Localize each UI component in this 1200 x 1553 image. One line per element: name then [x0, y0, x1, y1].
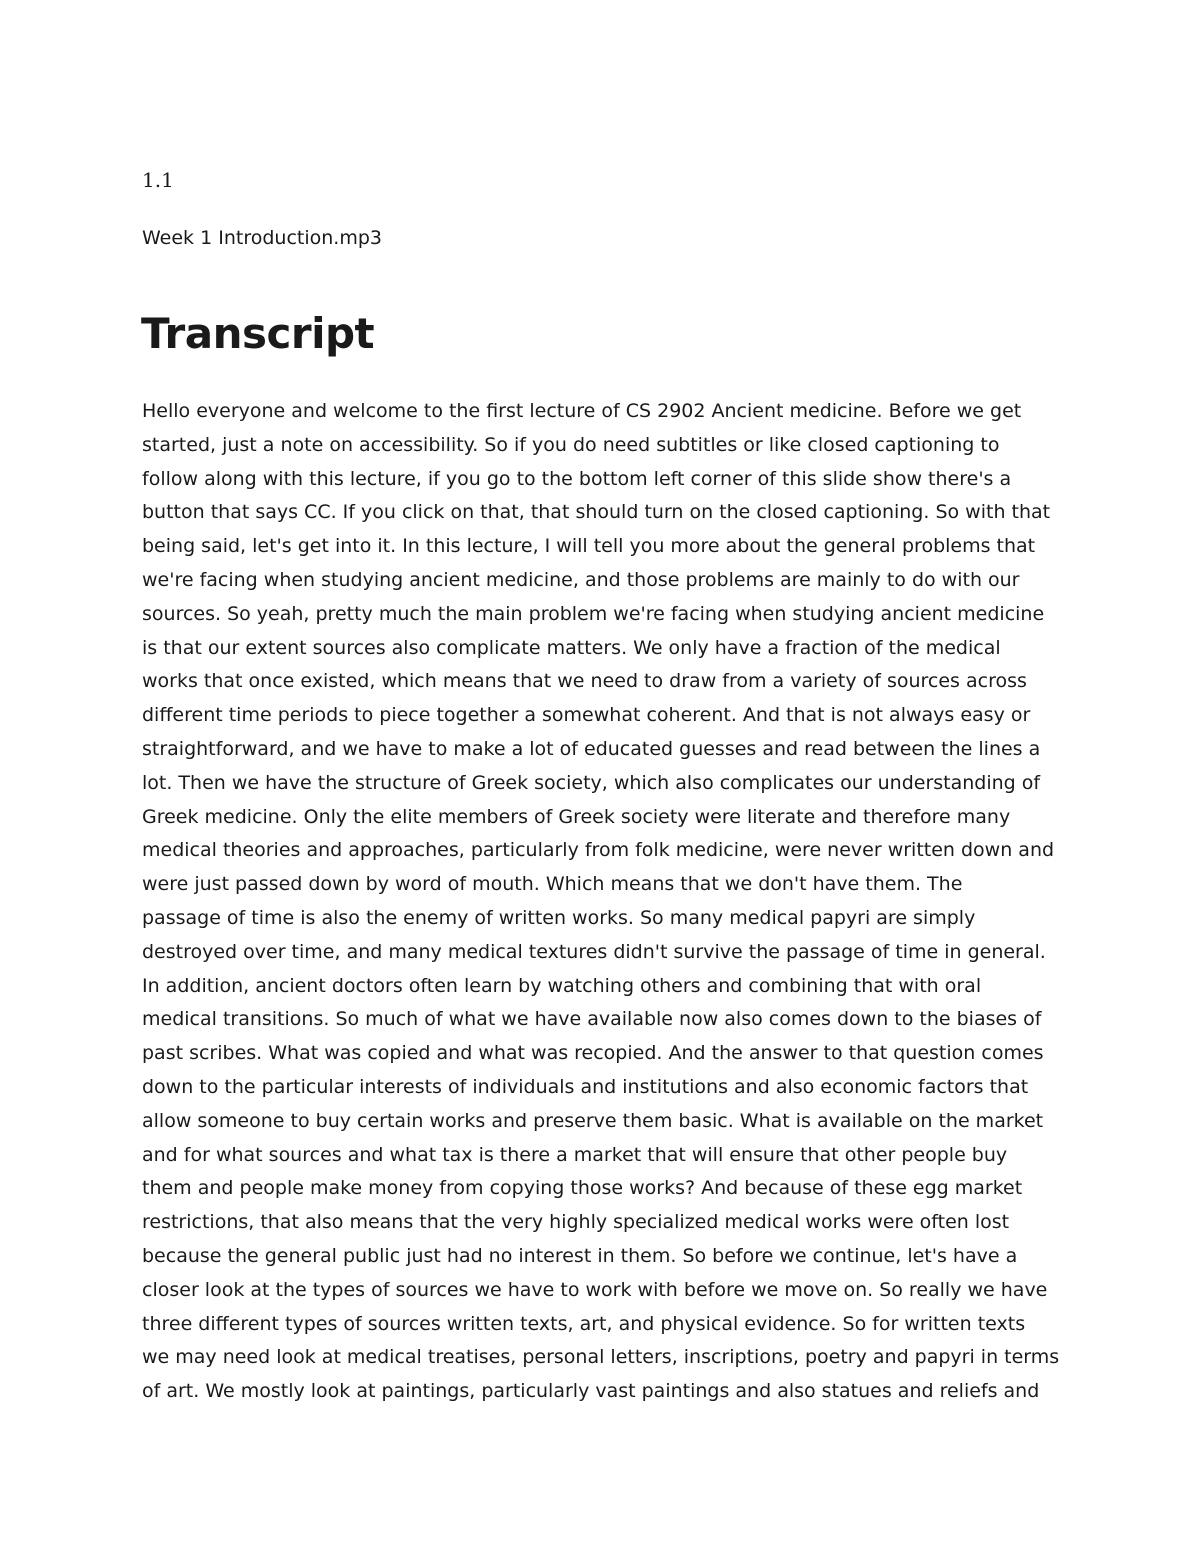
transcript-heading: Transcript — [141, 309, 375, 358]
transcript-line: In addition, ancient doctors often learn by watching others and combining that with oral — [142, 974, 982, 997]
transcript-line: straightforward, and we have to make a lot of educated guesses and read between the lines a — [142, 737, 1041, 760]
transcript-line: three different types of sources written texts, art, and physical evidence. So for written texts — [142, 1312, 1026, 1335]
transcript-line: and for what sources and what tax is there a market that will ensure that other people buy — [142, 1143, 1008, 1166]
transcript-line: Hello everyone and welcome to the first lecture of CS 2902 Ancient medicine. Before we get — [142, 400, 1022, 422]
transcript-line: follow along with this lecture, if you go to the bottom left corner of this slide show there's a — [142, 467, 1012, 490]
transcript-line: button that says CC. If you click on that, that should turn on the closed captioning. So with that — [142, 501, 1051, 524]
transcript-line: because the general public just had no interest in them. So before we continue, let's have a — [142, 1244, 1018, 1267]
transcript-line: sources. So yeah, pretty much the main problem we're facing when studying ancient medicine — [142, 602, 1045, 625]
transcript-line: closer look at the types of sources we have to work with before we move on. So really we have — [142, 1278, 1048, 1301]
transcript-line: we're facing when studying ancient medicine, and those problems are mainly to do with our — [142, 568, 1020, 591]
transcript-line: allow someone to buy certain works and preserve them basic. What is available on the market — [142, 1109, 1044, 1132]
transcript-line: being said, let's get into it. In this lecture, I will tell you more about the general problems that — [142, 535, 1036, 558]
transcript-line: different time periods to piece together a somewhat coherent. And that is not always easy or — [142, 704, 1031, 727]
audio-file-name: Week 1 Introduction.mp3 — [142, 227, 382, 249]
section-number: 1.1 — [142, 168, 174, 192]
transcript-line: Greek medicine. Only the elite members of Greek society were literate and therefore many — [142, 805, 1011, 828]
transcript-line: medical transitions. So much of what we have available now also comes down to the biases of — [142, 1008, 1042, 1031]
transcript-line: restrictions, that also means that the very highly specialized medical works were often lost — [142, 1211, 1010, 1234]
transcript-line: down to the particular interests of individuals and institutions and also economic factors that — [142, 1075, 1029, 1098]
transcript-line: passage of time is also the enemy of written works. So many medical papyri are simply — [142, 906, 976, 929]
transcript-line: past scribes. What was copied and what was recopied. And the answer to that question comes — [142, 1042, 1044, 1065]
transcript-line: lot. Then we have the structure of Greek society, which also complicates our understanding of — [142, 771, 1041, 794]
transcript-body — [142, 395, 1072, 1409]
transcript-line: works that once existed, which means that we need to draw from a variety of sources across — [142, 670, 1027, 693]
transcript-line: them and people make money from copying those works? And because of these egg market — [142, 1177, 1023, 1200]
transcript-line: is that our extent sources also complicate matters. We only have a fraction of the medical — [142, 636, 1001, 659]
transcript-line: of art. We mostly look at paintings, particularly vast paintings and also statues and reliefs and — [142, 1380, 1040, 1403]
transcript-line: were just passed down by word of mouth. Which means that we don't have them. The — [142, 873, 963, 896]
transcript-line: medical theories and approaches, particularly from folk medicine, were never written down and — [142, 839, 1055, 862]
transcript-line: we may need look at medical treatises, personal letters, inscriptions, poetry and papyri in terms — [142, 1346, 1060, 1369]
transcript-line: started, just a note on accessibility. So if you do need subtitles or like closed captioning to — [142, 433, 1000, 456]
transcript-line: destroyed over time, and many medical textures didn't survive the passage of time in general. — [142, 940, 1046, 963]
